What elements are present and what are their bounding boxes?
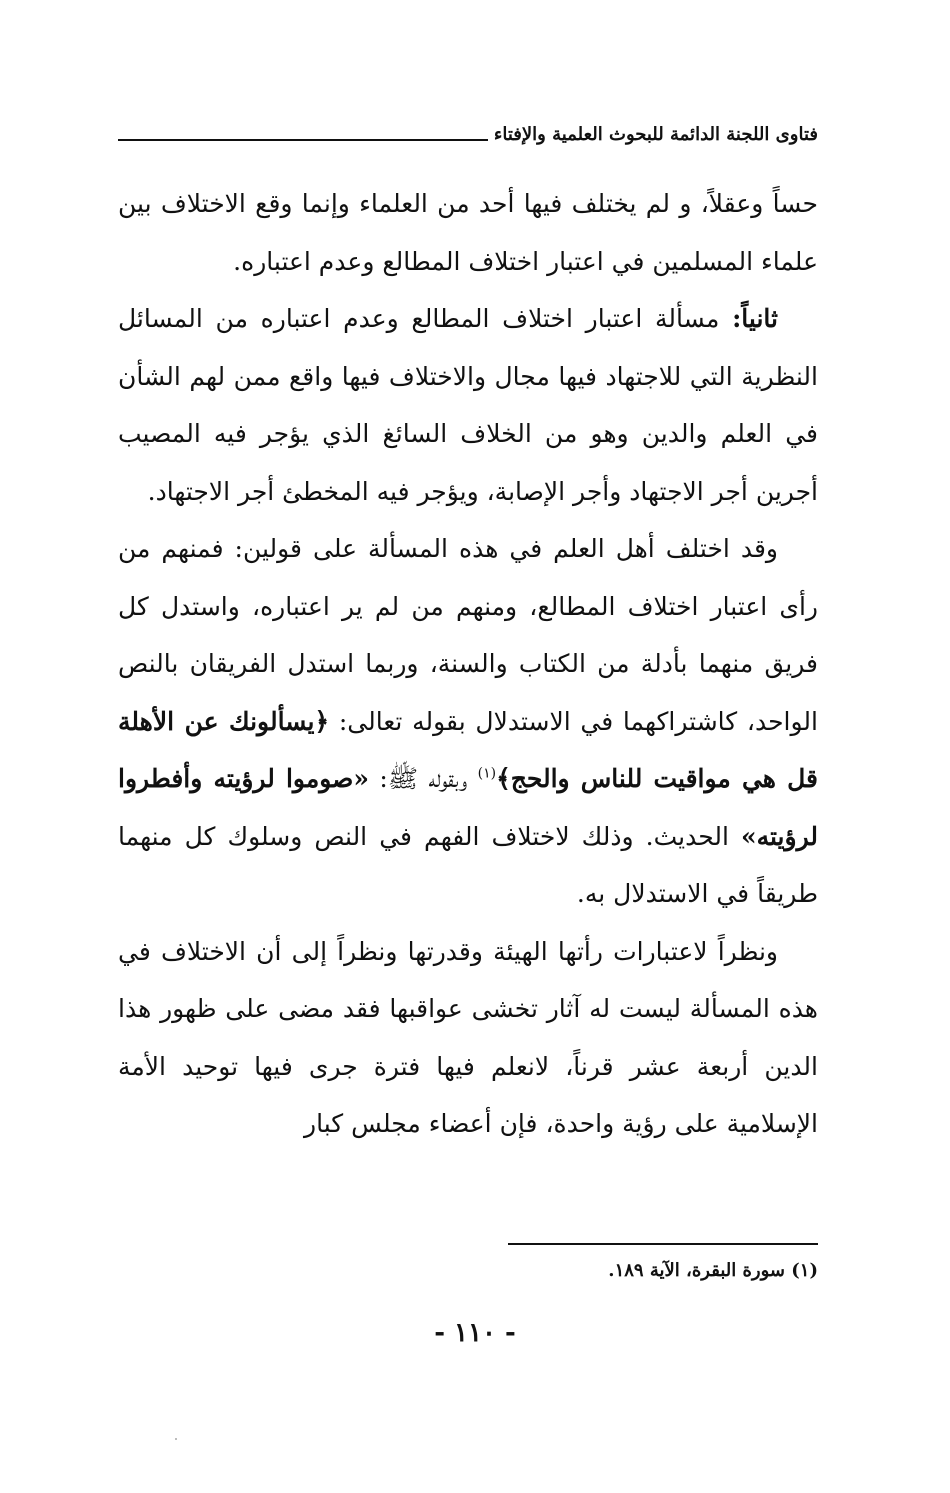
paragraph-3 [118, 520, 818, 923]
paragraph-4: ونظراً لاعتبارات رأتها الهيئة وقدرتها ونظراً إلى أن الاختلاف في هذه المسألة ليست له آثار تخشى عواقبها فقد مضى على ظهور هذا الدين أربعة عشر قرناً، لانعلم فيها فترة جرى فيها توحيد الأمة الإسلامية على رؤية واحدة، فإن أعضاء مجلس كبار [118, 936, 818, 1138]
page-number: - ١١٠ - [434, 1318, 516, 1348]
header-title: فتاوى اللجنة الدائمة للبحوث العلمية والإفتاء [493, 124, 818, 145]
paragraph-3-intro: وقد اختلف أهل العلم في هذه المسألة على قولين: فمنهم من رأى اعتبار اختلاف المطالع، ومنهم من لم ير اعتباره، واستدل كل فريق منهما بأدلة من الكتاب والسنة، وربما استدل الفريقان بالنص الواحد، كاشتراكهما في الاستدلال بقوله تعالى: [118, 534, 818, 736]
hadith-quote: «صوموا لرؤيته وأفطروا لرؤيته» [118, 764, 818, 851]
header-rule [118, 139, 488, 141]
body-text [118, 175, 818, 1153]
paragraph-3-end: الحديث. وذلك لاختلاف الفهم في النص وسلوك كل منهما طريقاً في الاستدلال به. [118, 821, 818, 908]
footnote-separator [508, 1243, 818, 1245]
scan-speck [175, 1438, 177, 1440]
footnote-marker: (١) [477, 765, 497, 782]
paragraph-2-text: مسألة اعتبار اختلاف المطالع وعدم اعتباره من المسائل النظرية التي للاجتهاد فيها مجال والاختلاف فيها واقع ممن لهم الشأن في العلم والدين وهو من الخلاف السائغ الذي يؤجر فيه المصيب أجرين أجر الاجتهاد وأجر الإصابة، ويؤجر فيه المخطئ أجر الاجتهاد. [118, 304, 818, 506]
paragraph-1: حساً وعقلاً، و لم يختلف فيها أحد من العلماء وإنما وقع الاختلاف بين علماء المسلمين في اعتبار اختلاف المطالع وعدم اعتباره. [118, 189, 818, 276]
footnote: (١) سورة البقرة، الآية ١٨٩. [608, 1260, 818, 1281]
paragraph-2-lead: ثانياً: [732, 304, 778, 333]
running-header [118, 112, 818, 146]
paragraph-2 [118, 290, 818, 520]
paragraph-3-mid: وبقوله ﷺ: [379, 764, 468, 793]
quran-verse: ﴿يسألونك عن الأهلة قل هي مواقيت للناس والحج﴾ [118, 706, 819, 793]
